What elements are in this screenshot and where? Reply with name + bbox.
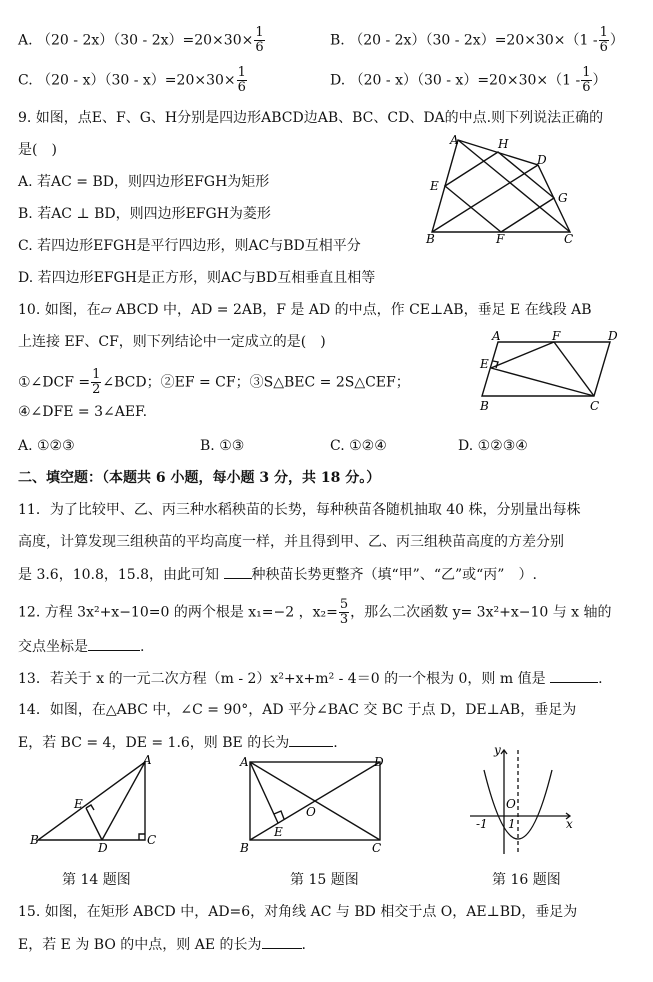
q15-label-d: D bbox=[374, 755, 384, 769]
q16-label-o: O bbox=[506, 797, 516, 811]
q9-label-d: D bbox=[537, 153, 547, 167]
q16-label-neg1: -1 bbox=[476, 817, 488, 831]
q9-label-b: B bbox=[426, 232, 435, 246]
q10-label-a: A bbox=[492, 329, 501, 343]
q16-label-y: y bbox=[494, 743, 501, 757]
q12-line2: 交点坐标是 . bbox=[18, 636, 144, 657]
q8-option-b: B. （20 - 2x）（30 - 2x）=20×30×（1 - $\frac{1}{6}$ ） bbox=[330, 25, 624, 55]
q10-label-b: B bbox=[480, 399, 489, 413]
answer-blank[interactable] bbox=[262, 934, 302, 949]
fraction: $\frac{1}{6}$ bbox=[237, 65, 246, 95]
fraction: $\frac{1}{6}$ bbox=[255, 25, 264, 55]
q12-line1: 12. 方程 3x²+x−10=0 的两个根是 x₁=−2 ，x₂= $\frac{5}{3}$ ，那么二次函数 y= 3x²+x−10 与 x 轴的 bbox=[18, 597, 612, 627]
q15-label-e: E bbox=[274, 825, 283, 839]
fraction: $\frac{1}{6}$ bbox=[582, 65, 591, 95]
answer-blank[interactable] bbox=[550, 668, 598, 683]
q9-label-c: C bbox=[564, 232, 574, 246]
q9-option-b: B. 若AC ⊥ BD，则四边形EFGH为菱形 bbox=[18, 206, 271, 222]
q10-label-c: C bbox=[590, 399, 600, 413]
q10-figure bbox=[478, 328, 628, 413]
fraction: $\frac{5}{3}$ bbox=[339, 597, 349, 627]
q9-option-d: D. 若四边形EFGH是正方形，则AC与BD互相垂直且相等 bbox=[18, 270, 376, 286]
q11-line3: 是 3.6，10.8，15.8，由此可知 种秧苗长势更整齐（填“甲”、“乙”或“丙” ）. bbox=[18, 564, 537, 585]
q10-stem-line2: 上连接 EF、CF，则下列结论中一定成立的是( ) bbox=[18, 334, 326, 350]
q11-line1: 11．为了比较甲、乙、丙三种水稻秧苗的长势，每种秧苗各随机抽取 40 株，分别量出每株 bbox=[18, 502, 581, 518]
q14-figure bbox=[30, 752, 170, 855]
q10-stem-line1: 10. 如图，在▱ ABCD 中，AD = 2AB，F 是 AD 的中点，作 CE⊥AB，垂足 E 在线段 AB bbox=[18, 302, 592, 318]
q15-line1: 15. 如图，在矩形 ABCD 中，AD=6，对角线 AC 与 BD 相交于点 O，AE⊥BD，垂足为 bbox=[18, 904, 578, 920]
q9-option-a: A. 若AC = BD，则四边形EFGH为矩形 bbox=[18, 174, 270, 190]
q8-option-d: D. （20 - x）（30 - x）=20×30×（1 - $\frac{1}{6}$ ） bbox=[330, 65, 607, 95]
q14-label-c: C bbox=[147, 833, 157, 847]
q10-conclusions-line1: ①∠DCF = $\frac{1}{2}$ ∠BCD；②EF = CF；③S△BEC = 2S△CEF； bbox=[18, 367, 410, 397]
q16-label-1: 1 bbox=[508, 817, 516, 831]
caption-fig14: 第 14 题图 bbox=[62, 872, 131, 888]
q15-figure bbox=[236, 752, 396, 855]
q10-option-d: D. ①②③④ bbox=[458, 438, 528, 454]
q9-figure bbox=[420, 130, 590, 245]
q14-line1: 14．如图，在△ABC 中，∠C = 90°，AD 平分∠BAC 交 BC 于点 D，DE⊥AB，垂足为 bbox=[18, 702, 577, 718]
q9-stem-line1: 9. 如图，点E、F、G、H分别是四边形ABCD边AB、BC、CD、DA的中点.则下列说法正确的 bbox=[18, 110, 604, 126]
q16-label-x: x bbox=[566, 817, 573, 831]
q10-option-b: B. ①③ bbox=[200, 438, 245, 454]
q9-label-g: G bbox=[558, 191, 568, 205]
caption-fig16: 第 16 题图 bbox=[492, 872, 561, 888]
q14-line2: E，若 BC = 4，DE = 1.6，则 BE 的长为 . bbox=[18, 732, 338, 753]
q8-option-a: A. （20 - 2x）（30 - 2x）=20×30× $\frac{1}{6}$ bbox=[18, 25, 264, 55]
q15-label-b: B bbox=[240, 841, 249, 855]
q10-option-a: A. ①②③ bbox=[18, 438, 75, 454]
q8-option-c: C. （20 - x）（30 - x）=20×30× $\frac{1}{6}$ bbox=[18, 65, 246, 95]
q15-label-o: O bbox=[306, 805, 316, 819]
q10-label-e: E bbox=[480, 357, 489, 371]
q10-label-f: F bbox=[552, 329, 561, 343]
answer-blank[interactable] bbox=[289, 732, 333, 747]
q9-label-f: F bbox=[496, 232, 505, 246]
q9-label-e: E bbox=[430, 179, 439, 193]
q14-label-d: D bbox=[98, 841, 108, 855]
q15-line2: E，若 E 为 BO 的中点，则 AE 的长为 . bbox=[18, 934, 306, 955]
section-heading: 二、填空题：（本题共 6 小题，每小题 3 分，共 18 分。） bbox=[18, 470, 381, 486]
q15-label-c: C bbox=[372, 841, 382, 855]
q9-stem-line2: 是( ) bbox=[18, 142, 57, 158]
fraction: $\frac{1}{6}$ bbox=[599, 25, 608, 55]
q10-conclusions-line2: ④∠DFE = 3∠AEF. bbox=[18, 404, 148, 420]
q10-option-c: C. ①②④ bbox=[330, 438, 387, 454]
q9-option-c: C. 若四边形EFGH是平行四边形，则AC与BD互相平分 bbox=[18, 238, 361, 254]
q15-label-a: A bbox=[240, 755, 249, 769]
q13-line: 13．若关于 x 的一元二次方程（m - 2）x²+x+m² - 4＝0 的一个根为 0，则 m 值是 . bbox=[18, 668, 603, 689]
q14-label-b: B bbox=[30, 833, 39, 847]
q16-figure bbox=[462, 744, 582, 858]
q14-label-e: E bbox=[74, 797, 83, 811]
q9-label-h: H bbox=[498, 137, 509, 151]
q11-line2: 高度，计算发现三组秧苗的平均高度一样，并且得到甲、乙、丙三组秧苗高度的方差分别 bbox=[18, 534, 564, 550]
answer-blank[interactable] bbox=[88, 636, 140, 651]
q14-label-a: A bbox=[143, 753, 152, 767]
caption-fig15: 第 15 题图 bbox=[290, 872, 359, 888]
fraction: $\frac{1}{2}$ bbox=[92, 367, 101, 397]
q10-label-d: D bbox=[608, 329, 618, 343]
q9-label-a: A bbox=[450, 133, 459, 147]
answer-blank[interactable] bbox=[224, 564, 252, 579]
